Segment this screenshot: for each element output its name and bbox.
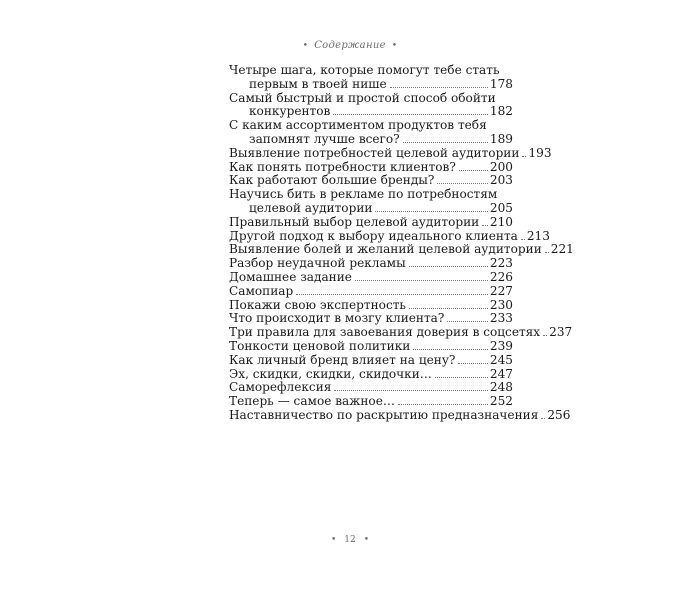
- dot-leader: [458, 363, 487, 364]
- toc-entry-title: конкурентов: [249, 104, 331, 119]
- toc-entry-title: Другой подход к выбору идеального клиента: [229, 228, 518, 243]
- toc-page-number: 227: [489, 283, 513, 298]
- toc-entry-title: Как понять потребности клиентов?: [229, 159, 456, 174]
- toc-entry: [229, 299, 513, 313]
- dot-leader: [333, 114, 488, 115]
- toc-entry-line: [229, 216, 513, 230]
- header-title: Содержание: [314, 40, 386, 51]
- dot-leader: [541, 418, 545, 419]
- toc-entry: [229, 271, 513, 285]
- toc-entry: [229, 242, 574, 257]
- toc-entry-line: [229, 174, 513, 188]
- toc-entry-line: [229, 228, 550, 244]
- toc-entry-line: [229, 340, 513, 354]
- toc-entry-title: Покажи свою экспертность: [229, 297, 407, 312]
- toc-entry-title-line: Самый быстрый и простой способ обойти: [229, 90, 496, 105]
- toc-entry-title-line: Четыре шага, которые помогут тебе стать: [229, 63, 500, 77]
- toc-entry: [229, 395, 513, 409]
- toc-entry: [229, 216, 513, 230]
- toc-entry-title: Наставничество по раскрытию предназначения: [229, 407, 539, 422]
- toc-page-number: 182: [489, 104, 513, 119]
- toc-entry-line: [229, 242, 574, 257]
- toc-entry-line: [229, 105, 513, 119]
- toc-entry-title: Выявление болей и желаний целевой аудитории: [229, 242, 542, 257]
- toc-page-number: 247: [489, 366, 513, 381]
- toc-entry: [229, 64, 513, 92]
- toc-entry-line: [229, 381, 513, 395]
- toc-entry: [229, 354, 513, 368]
- page-footer: [0, 535, 700, 545]
- toc-entry: [229, 188, 513, 216]
- toc-entry: [229, 161, 513, 175]
- toc-page-number: 239: [489, 338, 513, 353]
- toc-entry-line: [229, 354, 513, 368]
- toc-entry-title: Что происходит в мозгу клиента?: [229, 311, 445, 326]
- toc-entry-line: [229, 257, 513, 271]
- toc-entry: [229, 174, 513, 188]
- toc-page-number: 221: [550, 242, 574, 257]
- dot-leader: [521, 239, 525, 240]
- footer-bullet-icon: •: [330, 535, 337, 545]
- toc-entry: [229, 119, 513, 147]
- toc-entry-title: Выявление потребностей целевой аудитории: [229, 145, 520, 160]
- header-bullet-icon: •: [391, 41, 398, 51]
- dot-leader: [413, 349, 488, 350]
- toc-page-number: 230: [489, 297, 513, 312]
- toc-entry-title: запомнят лучше всего?: [249, 131, 400, 146]
- toc-entry-title-line: Научись бить в рекламе по потребностям: [229, 187, 498, 202]
- toc-entry-title: Домашнее задание: [229, 269, 352, 284]
- toc-entry: [229, 325, 573, 340]
- dot-leader: [296, 294, 488, 295]
- toc-entry-line: [229, 299, 513, 313]
- toc-entry-line: [229, 202, 513, 216]
- dot-leader: [459, 170, 488, 171]
- dot-leader: [409, 308, 488, 309]
- toc-entry-title: Разбор неудачной рекламы: [229, 256, 406, 271]
- dot-leader: [355, 280, 488, 281]
- toc-page-number: 233: [489, 311, 513, 326]
- dot-leader: [543, 335, 547, 336]
- toc-entry-line: [229, 161, 513, 175]
- toc-entry: [229, 257, 513, 271]
- toc-entry-line: [229, 285, 513, 299]
- dot-leader: [482, 225, 488, 226]
- dot-leader: [447, 321, 488, 322]
- toc-entry: [229, 92, 513, 120]
- toc-page-number: 200: [489, 159, 513, 174]
- toc-entry: [229, 312, 513, 326]
- toc-page-number: 178: [489, 76, 513, 91]
- toc-entry-line: [229, 395, 513, 409]
- toc-entry-title: Тонкости ценовой политики: [229, 338, 411, 353]
- toc-page-number: 223: [489, 256, 513, 271]
- toc-page-number: 203: [489, 173, 513, 188]
- toc-entry-line: [229, 271, 513, 285]
- toc-entry: [229, 381, 513, 395]
- toc-page-number: 237: [549, 325, 573, 340]
- toc-page-number: 210: [489, 214, 513, 229]
- toc-entry-title-line: С каким ассортиментом продуктов тебя: [229, 118, 487, 133]
- dot-leader: [545, 252, 549, 253]
- toc-entry-title: Самопиар: [229, 283, 294, 298]
- toc-entry: [229, 228, 550, 244]
- toc-entry-line: [229, 368, 513, 382]
- toc-page-number: 245: [489, 352, 513, 367]
- dot-leader: [522, 156, 526, 157]
- toc-entry: [229, 145, 552, 161]
- toc-entry-line: [229, 133, 513, 147]
- toc-page-number: 205: [489, 200, 513, 215]
- toc-entry-line: [229, 325, 573, 340]
- toc-page-number: 256: [547, 407, 571, 422]
- dot-leader: [334, 390, 488, 391]
- dot-leader: [398, 404, 488, 405]
- footer-bullet-icon: •: [363, 535, 370, 545]
- toc-entry-title: целевой аудитории: [249, 200, 373, 215]
- toc-entry-title: Три правила для завоевания доверия в соцсетях: [229, 325, 541, 340]
- toc-entry-title: Как личный бренд влияет на цену?: [229, 352, 456, 367]
- toc-page-number: 226: [489, 269, 513, 284]
- toc-page-number: 189: [489, 131, 513, 146]
- toc-entry-line: [229, 407, 571, 423]
- toc-page-number: 252: [489, 394, 513, 409]
- page-number: 12: [344, 535, 356, 545]
- dot-leader: [435, 377, 488, 378]
- dot-leader: [403, 142, 488, 143]
- toc-entry-title: первым в твоей нише: [249, 76, 387, 91]
- toc-entry: [229, 285, 513, 299]
- toc-page-number: 213: [526, 228, 550, 243]
- toc-entry-title: Правильный выбор целевой аудитории: [229, 214, 480, 229]
- header-bullet-icon: •: [302, 41, 309, 51]
- toc-entry: [229, 368, 513, 382]
- toc-page-number: 248: [489, 380, 513, 395]
- toc-entry-title: Саморефлексия: [229, 380, 332, 395]
- toc-entry-title: Теперь — самое важное…: [229, 394, 395, 409]
- toc-entry: [229, 407, 571, 423]
- dot-leader: [390, 87, 488, 88]
- toc-entry-line: [229, 78, 513, 92]
- dot-leader: [409, 266, 488, 267]
- toc-entry-title: Эх, скидки, скидки, скидочки…: [229, 366, 432, 381]
- toc-entry-title: Как работают большие бренды?: [229, 173, 435, 188]
- toc-entry: [229, 340, 513, 354]
- dot-leader: [375, 211, 487, 212]
- table-of-contents: [229, 63, 574, 423]
- toc-entry-line: [229, 312, 513, 326]
- dot-leader: [437, 183, 488, 184]
- toc-page-number: 193: [528, 145, 552, 160]
- toc-entry-line: [229, 145, 552, 161]
- running-header: [0, 40, 700, 51]
